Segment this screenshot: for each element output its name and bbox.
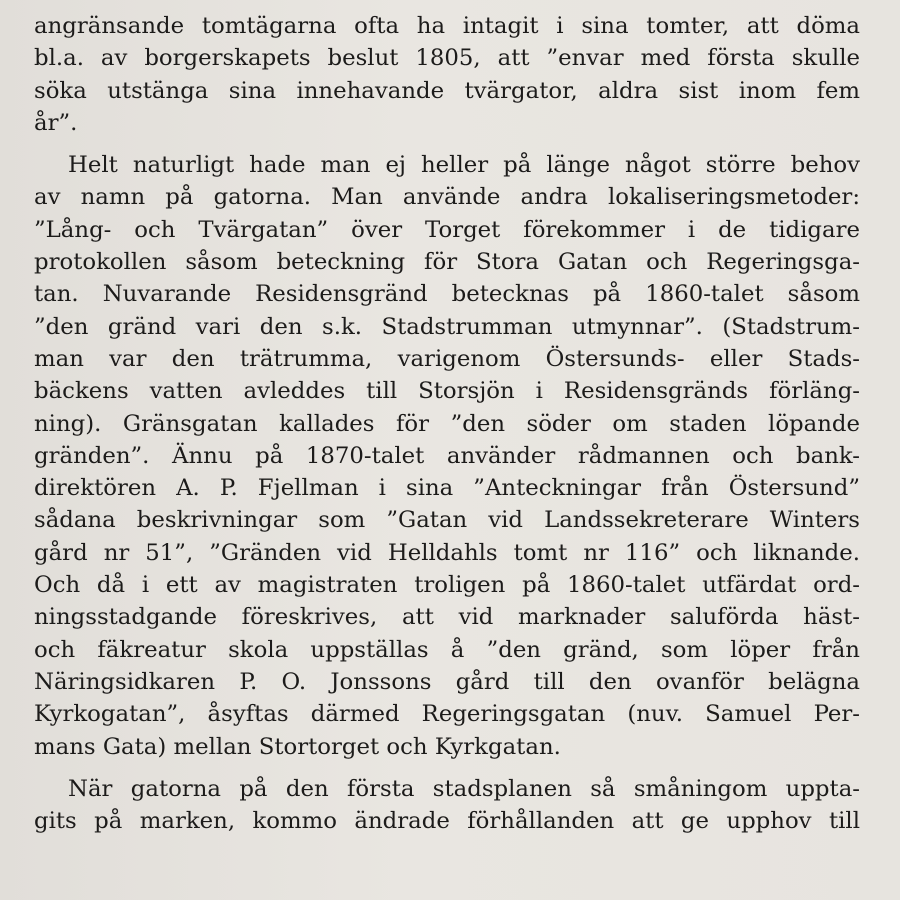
text-line: gränden”. Ännu på 1870-talet använder rådmannen och bank- [34,442,860,469]
paragraph [34,773,860,838]
page-text [34,10,860,837]
text-line: Näringsidkaren P. O. Jonssons gård till den ovanför belägna [34,668,860,695]
text-line: När gatorna på den första stadsplanen så småningom uppta- [68,775,860,802]
text-line: angränsande tomtägarna ofta ha intagit i sina tomter, att döma [34,13,860,39]
text-line: Och då i ett av magistraten troligen på 1860-talet utfärdat ord- [34,572,860,599]
text-line: år”. [34,109,78,136]
text-line: tan. Nuvarande Residensgränd betecknas på 1860-talet såsom [34,281,860,308]
text-line: sådana beskrivningar som ”Gatan vid Landssekreterare Winters [34,507,860,534]
paragraph [34,149,860,763]
text-line: gård nr 51”, ”Gränden vid Helldahls tomt nr 116” och liknande. [34,539,860,566]
paragraph [34,10,860,139]
text-line: mans Gata) mellan Stortorget och Kyrkgatan. [34,733,561,760]
text-line: ”den gränd vari den s.k. Stadstrumman utmynnar”. (Stadstrum- [34,313,860,340]
text-line: Kyrkogatan”, åsyftas därmed Regeringsgatan (nuv. Samuel Per- [34,701,860,728]
text-line: ningsstadgande föreskrives, att vid marknader saluförda häst- [34,604,860,631]
text-line: och fäkreatur skola uppställas å ”den gränd, som löper från [34,636,860,663]
text-line: protokollen såsom beteckning för Stora Gatan och Regeringsga- [34,249,860,276]
text-line: Helt naturligt hade man ej heller på länge något större behov [68,152,860,179]
text-line: av namn på gatorna. Man använde andra lokaliseringsmetoder: [34,184,860,211]
text-line: bl.a. av borgerskapets beslut 1805, att ”envar med första skulle [34,45,860,72]
text-line: bäckens vatten avleddes till Storsjön i Residensgränds förläng- [34,378,860,405]
text-line: man var den trätrumma, varigenom Östersunds- eller Stads- [34,345,860,372]
text-line: söka utstänga sina innehavande tvärgator, aldra sist inom fem [34,77,860,104]
text-line: ”Lång- och Tvärgatan” över Torget förekommer i de tidigare [34,216,860,243]
text-line: ning). Gränsgatan kallades för ”den söder om staden löpande [34,410,860,437]
text-line: direktören A. P. Fjellman i sina ”Anteckningar från Östersund” [34,475,860,502]
text-line: gits på marken, kommo ändrade förhållanden att ge upphov till [34,808,860,835]
